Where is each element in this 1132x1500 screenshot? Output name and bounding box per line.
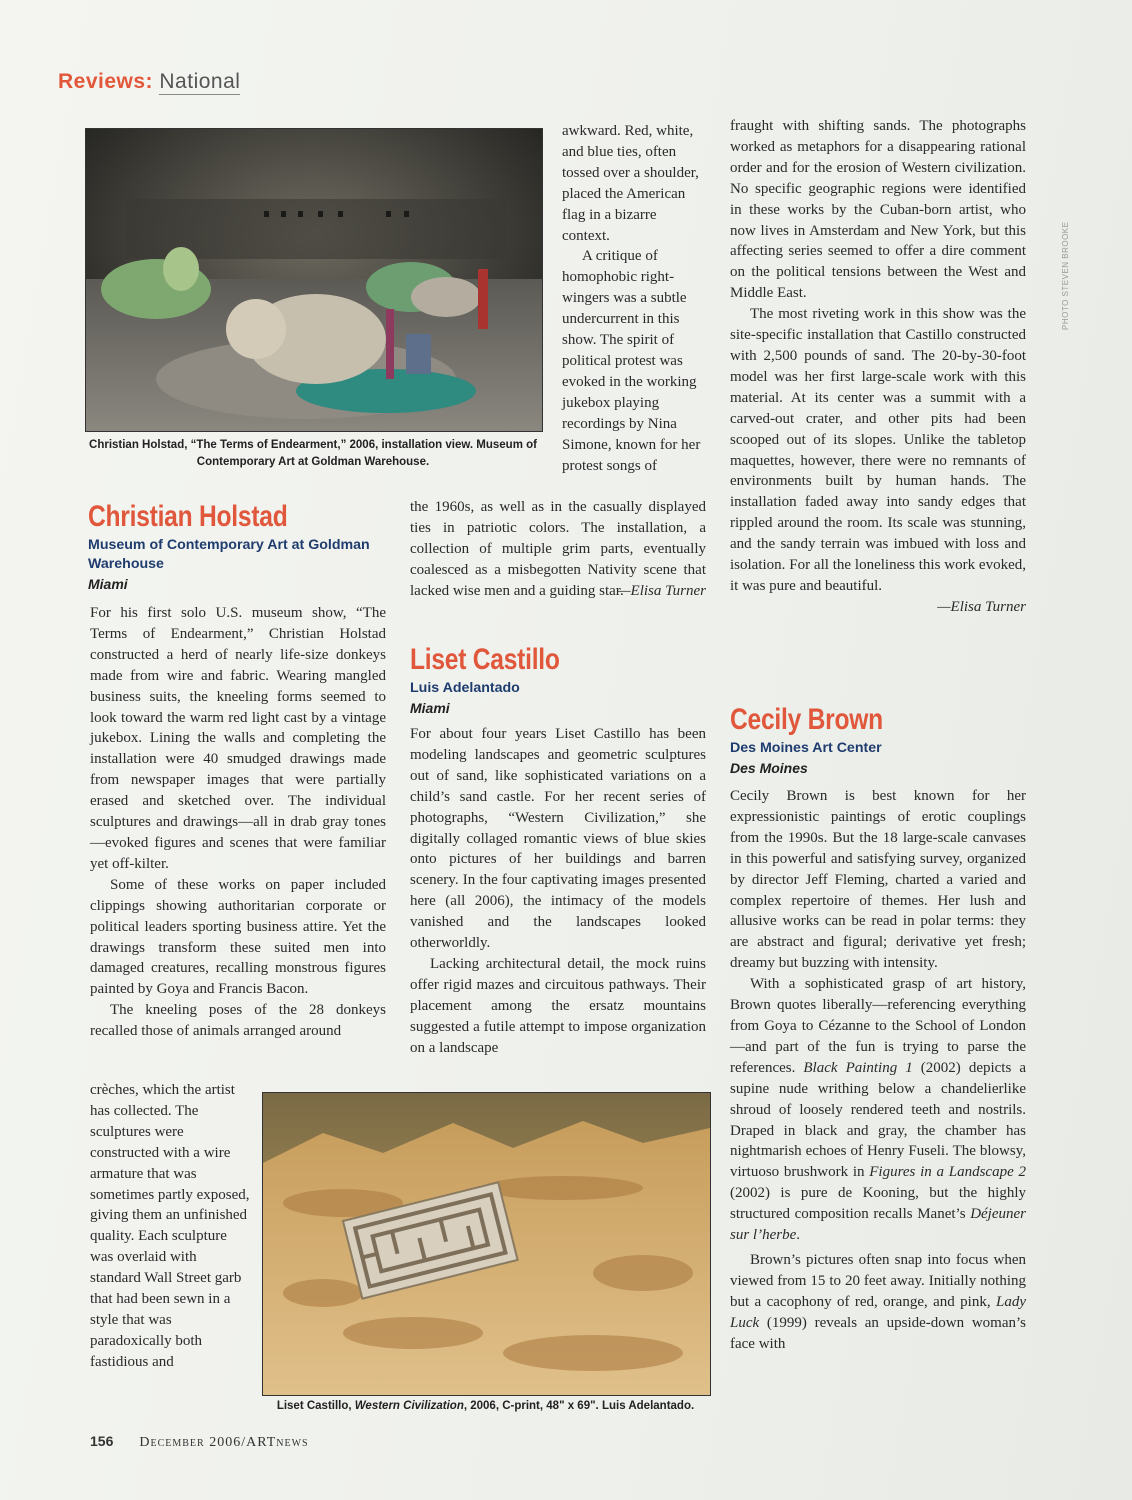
castillo-review-header [410,643,710,718]
holstad-body-col1-narrow [90,1080,250,1373]
castillo-paragraph-3: The most riveting work in this show was the site-specific installation that Castillo constructed with 2,500 pounds of sand. The 20-by-30-foot model was her first large-scale work with this material. At its center was a summit with a carved-out crater, and other pits had been scooped out of its slopes. Unlike the tabletop maquettes, however, there were no remnants of environments built by human hands. The installation faded away into sandy edges that rippled around the room. Its scale was stunning, and the sandy terrain was imbued with loss and isolation. For all the loneliness this work evoked, it was pure and beautiful. [730,306,1026,594]
holstad-title: Christian Holstad [88,500,288,533]
holstad-paragraph-3a: The kneeling poses of the 28 donkeys recalled those of animals arranged around [90,1002,386,1040]
brown-venue: Des Moines Art Center [730,740,882,756]
holstad-paragraph-1: For his first solo U.S. museum show, “The Terms of Endearment,” Christian Holstad constructed a herd of nearly life-size donkeys made from wire and fabric. Wearing mangled business suits, the kneeling forms seemed to look toward the warm red light cast by a vintage jukebox. Lining the walls and completing the installation were 40 smudged drawings made from newspaper images that were partially erased and sketched over. The individual sculptures and drawings—all in drab gray tones—evoked figures and scenes that were familiar yet off-kilter. [90,605,386,872]
holstad-city: Miami [88,576,128,592]
castillo-venue: Luis Adelantado [410,680,520,696]
brown-p3-title-lady-luck: Lady Luck [730,1293,1026,1331]
holstad-review-header [88,500,408,594]
castillo-caption-title: Western Civilization [354,1400,464,1412]
brown-p2-text-a: With a sophisticated grasp of art history, Brown quotes liberally—referencing everything from Goya to Cézanne to the School of London—and part of the fun is trying to parse the references. [730,976,1026,1076]
holstad-body-col2-narrow [562,121,707,476]
holstad-installation-photo [85,128,543,432]
castillo-city: Miami [410,700,450,716]
brown-paragraph-2 [730,974,1026,1246]
kicker-reviews: Reviews: [58,70,154,93]
castillo-photo-caption [262,1398,709,1415]
castillo-caption-details: , 2006, C-print, 48" x 69". Luis Adelantado. [463,1400,695,1412]
holstad-paragraph-4a: A critique of homophobic right-wingers was a subtle undercurrent in this show. The spirit of political protest was evoked in the working jukebox playing recordings by Nina Simone, known for her protest songs of [562,248,701,474]
kicker-national: National [159,70,241,93]
holstad-paragraph-4b: the 1960s, as well as in the casually displayed ties in patriotic colors. The installation, a collection of multiple grim parts, eventually coalesced as a misbegotten Nativity scene that lacked wise men and a guiding star. [410,499,706,599]
brown-paragraph-3 [730,1250,1026,1355]
castillo-title: Liset Castillo [410,643,560,676]
brown-paragraph-1: Cecily Brown is best known for her expressionistic paintings of erotic couplings from the 1990s. But the 18 large-scale canvases in this powerful and satisfying survey, organized by director Jeff Fleming, charted a varied and complex repertoire of themes. Her lush and allusive works can be read in polar terms: they are abstract and figural; derivative yet fresh; dreamy but buzzing with intensity. [730,788,1026,972]
page-footer [90,1433,309,1451]
brown-body-col3 [730,786,1026,1354]
brown-p2-title-figures: Figures in a Landscape 2 [869,1164,1026,1181]
brown-review-header [730,703,1030,778]
brown-p3-text-a: Brown’s pictures often snap into focus when viewed from 15 to 20 feet away. Initially nothing but a cacophony of red, orange, and pink, [730,1251,1026,1310]
brown-p2-text-d: . [796,1227,800,1244]
castillo-western-civilization-photo [262,1092,711,1396]
photo-credit: PHOTO STEVEN BROOKE [1061,221,1070,330]
brown-p2-text-b: (2002) depicts a supine nude writhing below a chandelierlike shroud of loosely rendered teeth and nostrils. Draped in black and gray, the chamber has nightmarish echoes of Henry Fuseli. The blowsy, virtuoso brushwork in [730,1059,1026,1181]
holstad-signature: —Elisa Turner [617,582,706,599]
castillo-paragraph-2a: Lacking architectural detail, the mock ruins offer rigid mazes and circuitous pathways. Their placement among the ersatz mountains suggested a futile attempt to impose organization on a landscape [410,955,706,1056]
holstad-body-col2 [410,497,706,601]
castillo-body-col2 [410,724,706,1059]
brown-p2-title-black-painting: Black Painting 1 [803,1059,913,1076]
holstad-paragraph-3b: crèches, which the artist has collected. The sculptures were constructed with a wire armature that was sometimes partly exposed, giving them an unfinished quality. Each sculpture was overlaid with standard Wall Street garb that had been sewn in a style that was paradoxically both fastidious and [90,1082,250,1370]
castillo-caption-artist: Liset Castillo, [276,1400,355,1412]
holstad-venue: Museum of Contemporary Art at Goldman Warehouse [88,537,370,572]
brown-p2-text-c: (2002) is pure de Kooning, but the highly structured composition recalls Manet’s [730,1185,1026,1223]
holstad-photo-image [86,129,542,431]
brown-p2-title-dejeuner: Déjeuner sur l’herbe [730,1206,1026,1244]
section-kicker [58,70,240,94]
brown-p3-text-b: (1999) reveals an upside-down woman’s face with [730,1314,1026,1352]
holstad-photo-caption: Christian Holstad, “The Terms of Endearment,” 2006, installation view. Museum of Contemporary Art at Goldman Warehouse. [89,439,537,468]
castillo-photo-image [263,1093,710,1395]
holstad-paragraph-3c: awkward. Red, white, and blue ties, often tossed over a shoulder, placed the American flag in a bizarre context. [562,123,699,244]
holstad-paragraph-2: Some of these works on paper included clippings showing authoritarian corporate or political leaders sporting business attire. Yet the drawings transform these suited men into damaged creatures, recalling monstrous figures painted by Goya and Francis Bacon. [90,876,386,998]
page-number: 156 [90,1433,114,1449]
brown-city: Des Moines [730,760,808,776]
holstad-body-col1 [90,603,386,1042]
castillo-paragraph-2b: fraught with shifting sands. The photographs worked as metaphors for a disappearing rational order and for the erosion of Western civilization. No specific geographic regions were identified in these works by the Cuban-born artist, who now lives in Amsterdam and New York, but this affecting series seemed to offer a dire comment on the political tensions between the West and Middle East. [730,118,1026,302]
castillo-body-col3 [730,116,1026,618]
issue-line: December 2006/ARTnews [139,1435,309,1450]
castillo-paragraph-1: For about four years Liset Castillo has been modeling landscapes and geometric sculptures out of sand, like sophisticated variations on a child’s sand castle. For her recent series of photographs, “Western Civilization,” she digitally collaged romantic views of blue skies onto pictures of her buildings and barren scenery. In the four captivating images presented here (all 2006), the intimacy of the models vanished and the landscapes looked otherworldly. [410,726,706,952]
brown-title: Cecily Brown [730,703,883,736]
castillo-signature: —Elisa Turner [937,598,1026,615]
